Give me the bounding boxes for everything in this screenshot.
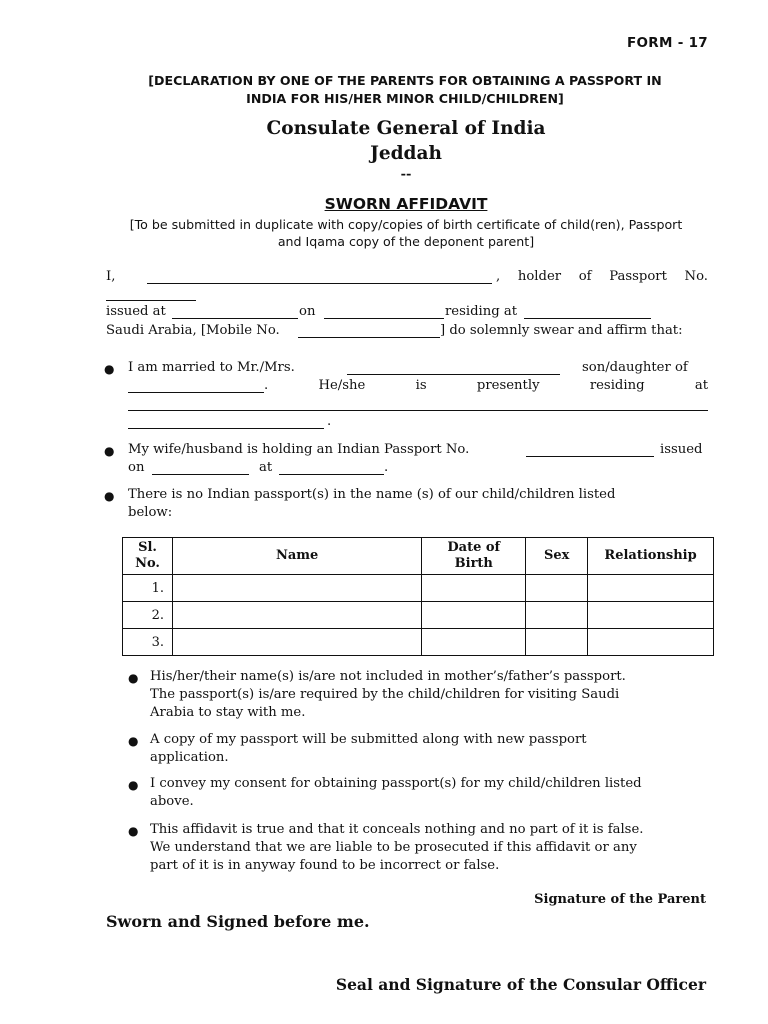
- column-header-name: Name: [172, 538, 421, 575]
- bullet-icon: ●: [104, 444, 115, 458]
- declaration-item: [150, 731, 710, 767]
- no-passport-line-2: below:: [128, 505, 173, 520]
- sworn-before-label: Sworn and Signed before me.: [106, 912, 370, 931]
- table-row: [123, 602, 714, 629]
- declaration-line: above.: [150, 794, 194, 809]
- bullet-icon: ●: [104, 489, 115, 503]
- bullet-icon: ●: [128, 671, 139, 685]
- declaration-item: [150, 821, 710, 875]
- sex-cell[interactable]: [526, 575, 588, 602]
- spouse-passport-on-label: on: [128, 460, 145, 475]
- table-row: [123, 629, 714, 656]
- sl-cell: 2.: [123, 602, 173, 629]
- declaration-line: The passport(s) is/are required by the child/children for visiting Saudi: [150, 687, 620, 702]
- declaration-line: His/her/their name(s) is/are not included in mother’s/father’s passport.: [150, 669, 626, 684]
- married-to-label: I am married to Mr./Mrs.: [128, 360, 295, 375]
- spouse-passport-label: My wife/husband is holding an Indian Passport No.: [128, 442, 470, 457]
- residing-at-field[interactable]: [524, 306, 651, 319]
- dob-cell[interactable]: [422, 575, 526, 602]
- parent-signature-label: Signature of the Parent: [534, 892, 706, 907]
- sex-cell[interactable]: [526, 629, 588, 656]
- declaration-heading-line: INDIA FOR HIS/HER MINOR CHILD/CHILDREN]: [246, 91, 564, 106]
- mobile-number-field[interactable]: [298, 325, 440, 338]
- table-row: [123, 575, 714, 602]
- sl-cell: 3.: [123, 629, 173, 656]
- spouse-passport-at-label: at: [259, 460, 273, 475]
- relationship-cell[interactable]: [588, 602, 714, 629]
- married-end-period: .: [327, 414, 332, 429]
- office-line-1: Consulate General of India: [266, 118, 546, 139]
- declaration-line: Arabia to stay with me.: [150, 705, 306, 720]
- submission-note: [100, 216, 712, 250]
- issued-label: issued: [660, 442, 703, 457]
- office-line-2: Jeddah: [370, 143, 442, 164]
- consular-seal-label: Seal and Signature of the Consular Officer: [335, 975, 706, 994]
- declaration-line: We understand that we are liable to be prosecuted if this affidavit or any: [150, 840, 637, 855]
- sex-cell[interactable]: [526, 602, 588, 629]
- spouse-passport-number-field[interactable]: [526, 444, 654, 457]
- submission-note-line: and Iqama copy of the deponent parent]: [277, 234, 535, 249]
- relationship-cell[interactable]: [588, 629, 714, 656]
- form-number: FORM - 17: [626, 35, 708, 51]
- declaration-line: I convey my consent for obtaining passport(s) for my child/children listed: [150, 776, 642, 791]
- deponent-i-label: I,: [106, 269, 116, 284]
- country-mobile-label: Saudi Arabia, [Mobile No.: [106, 323, 280, 338]
- name-cell[interactable]: [172, 629, 421, 656]
- issued-on-label: on: [299, 304, 316, 319]
- declaration-heading: [100, 72, 710, 108]
- issued-at-field[interactable]: [172, 306, 298, 319]
- passport-number-field[interactable]: [106, 288, 196, 301]
- spouse-passport-place-field[interactable]: [279, 462, 384, 475]
- column-header-sex: Sex: [526, 538, 588, 575]
- solemnly-swear-label: ] do solemnly swear and affirm that:: [440, 323, 683, 338]
- declaration-line: This affidavit is true and that it conceals nothing and no part of it is false.: [150, 822, 644, 837]
- name-cell[interactable]: [172, 602, 421, 629]
- office-name: [0, 116, 768, 166]
- declaration-item: [150, 668, 710, 722]
- sl-cell: 1.: [123, 575, 173, 602]
- dob-cell[interactable]: [422, 629, 526, 656]
- spouse-parent-name-field[interactable]: [128, 380, 264, 393]
- spouse-passport-end-period: .: [384, 460, 389, 475]
- holder-passport-label: , holder of Passport No.: [496, 269, 708, 284]
- deponent-name-field[interactable]: [147, 271, 492, 284]
- column-header-sl-no: Sl. No.: [123, 538, 173, 575]
- presently-residing-label: . He/she is presently residing at: [264, 378, 708, 393]
- bullet-icon: ●: [128, 778, 139, 792]
- son-daughter-of-label: son/daughter of: [582, 360, 688, 375]
- children-table-header-row: [123, 538, 714, 575]
- children-table: [122, 537, 714, 656]
- spouse-address-field[interactable]: [128, 398, 708, 411]
- residing-at-label: residing at: [445, 304, 518, 319]
- relationship-cell[interactable]: [588, 575, 714, 602]
- bullet-icon: ●: [104, 362, 115, 376]
- bullet-icon: ●: [128, 734, 139, 748]
- column-header-date-of-birth: Date of Birth: [422, 538, 526, 575]
- document-title: SWORN AFFIDAVIT: [324, 195, 488, 213]
- spouse-passport-date-field[interactable]: [152, 462, 249, 475]
- declaration-line: application.: [150, 750, 229, 765]
- column-header-relationship: Relationship: [588, 538, 714, 575]
- declaration-line: part of it is in anyway found to be incorrect or false.: [150, 858, 500, 873]
- dob-cell[interactable]: [422, 602, 526, 629]
- issued-on-field[interactable]: [324, 306, 444, 319]
- no-passport-line-1: There is no Indian passport(s) in the name (s) of our child/children listed: [128, 487, 616, 502]
- spouse-address-field-2[interactable]: [128, 416, 324, 429]
- office-separator: --: [400, 167, 412, 182]
- declaration-item: [150, 775, 710, 811]
- issued-at-label: issued at: [106, 304, 166, 319]
- declaration-line: A copy of my passport will be submitted along with new passport: [150, 732, 587, 747]
- submission-note-line: [To be submitted in duplicate with copy/copies of birth certificate of child(ren), Passport: [129, 217, 683, 232]
- spouse-name-field[interactable]: [347, 362, 560, 375]
- bullet-icon: ●: [128, 824, 139, 838]
- name-cell[interactable]: [172, 575, 421, 602]
- declaration-heading-line: [DECLARATION BY ONE OF THE PARENTS FOR OBTAINING A PASSPORT IN: [148, 73, 662, 88]
